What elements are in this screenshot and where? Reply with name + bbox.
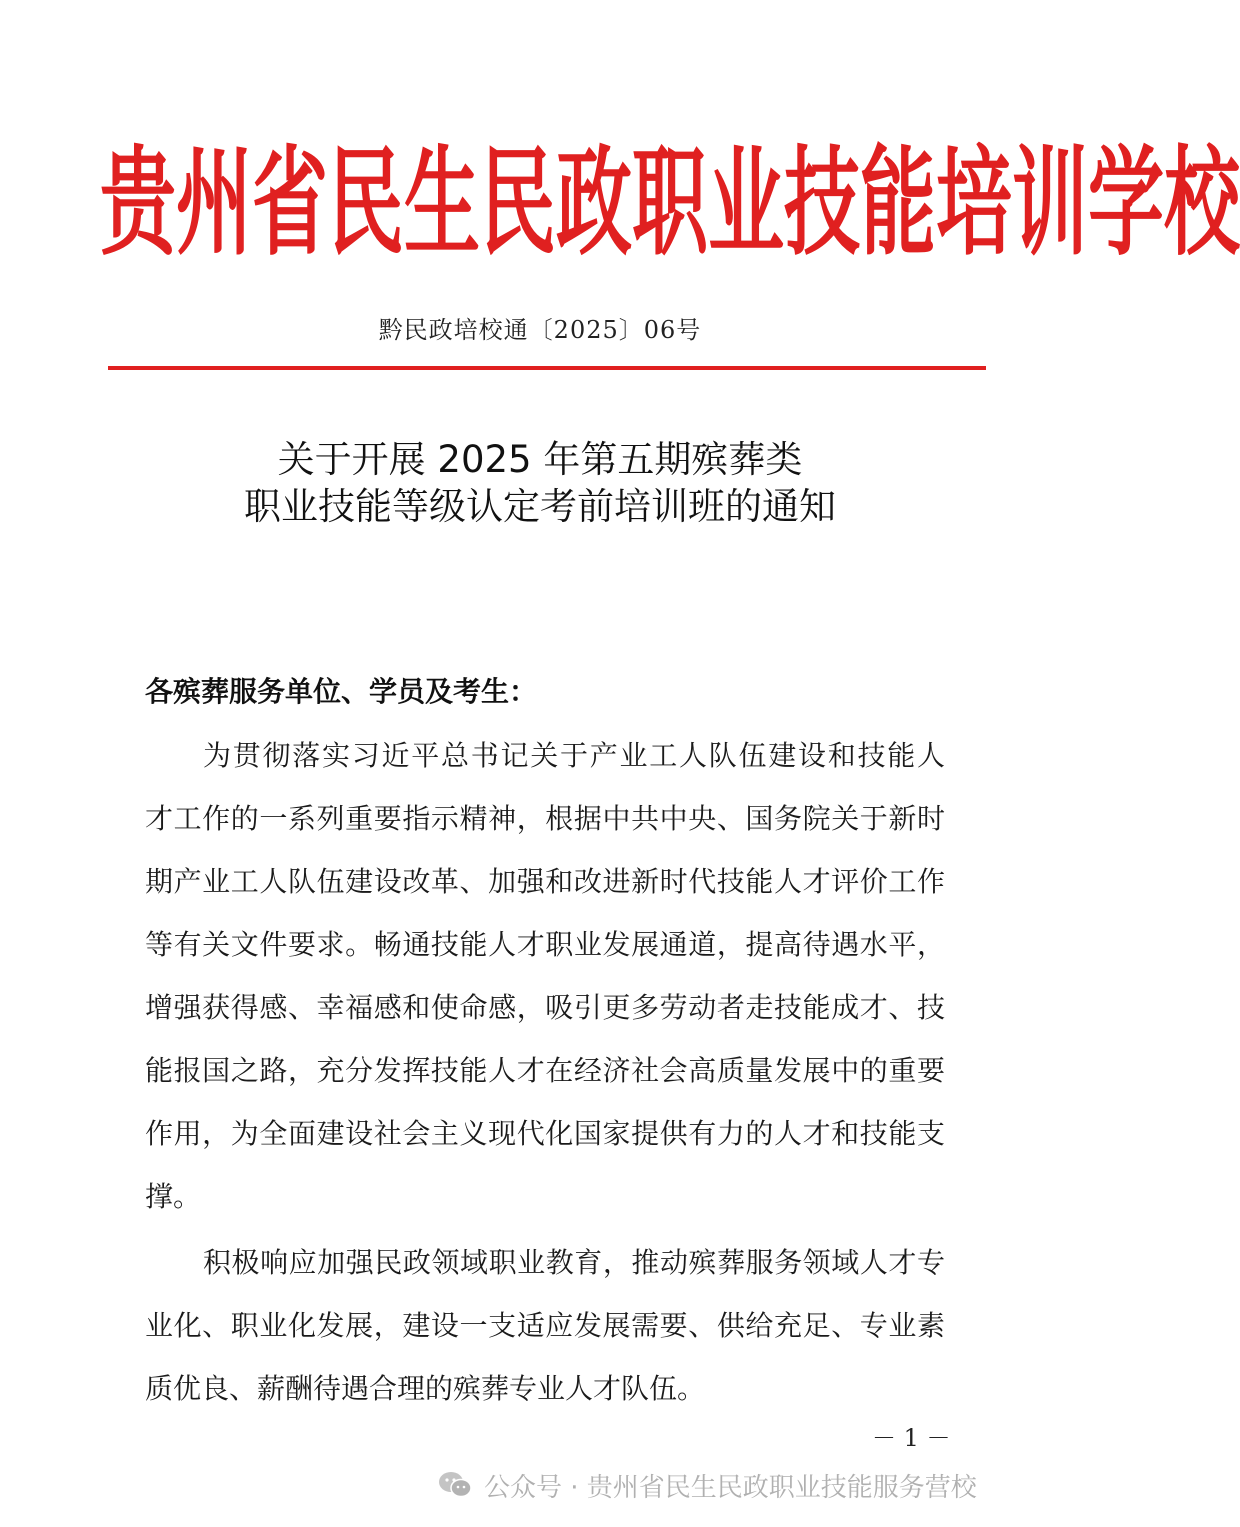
paragraph-line: 撑。	[145, 1180, 202, 1213]
paragraph-line: 等有关文件要求。畅通技能人才职业发展通道，提高待遇水平，	[145, 928, 945, 961]
document-number: 黔民政培校通〔2025〕06号	[378, 316, 702, 344]
org-header-title: 贵州省民生民政职业技能培训学校	[100, 133, 1240, 272]
body-paragraph-2	[145, 1231, 945, 1420]
notice-title	[0, 436, 1080, 530]
paragraph-line: 为贯彻落实习近平总书记关于产业工人队伍建设和技能人	[203, 739, 945, 772]
paragraph-line: 能报国之路，充分发挥技能人才在经济社会高质量发展中的重要	[145, 1054, 945, 1087]
watermark-text: 公众号 · 贵州省民生民政职业技能服务营校	[484, 1472, 977, 1503]
paragraph-line: 期产业工人队伍建设改革、加强和改进新时代技能人才评价工作	[145, 865, 945, 898]
paragraph-line: 作用，为全面建设社会主义现代化国家提供有力的人才和技能支	[145, 1117, 945, 1150]
paragraph-line: 积极响应加强民政领域职业教育，推动殡葬服务领域人才专	[203, 1246, 945, 1279]
wechat-watermark	[438, 1463, 977, 1507]
paragraph-line: 业化、职业化发展，建设一支适应发展需要、供给充足、专业素	[145, 1309, 945, 1342]
salutation: 各殡葬服务单位、学员及考生：	[145, 675, 538, 708]
page-number: － 1 －	[872, 1424, 951, 1452]
red-divider-line	[108, 366, 986, 370]
paragraph-line: 质优良、薪酬待遇合理的殡葬专业人才队伍。	[145, 1372, 706, 1405]
body-paragraph-1	[145, 724, 945, 1228]
wechat-icon	[438, 1471, 472, 1499]
notice-title-line-1: 关于开展 2025 年第五期殡葬类	[277, 438, 803, 481]
notice-title-line-2: 职业技能等级认定考前培训班的通知	[244, 485, 836, 528]
paragraph-line: 增强获得感、幸福感和使命感，吸引更多劳动者走技能成才、技	[145, 991, 945, 1024]
paragraph-line: 才工作的一系列重要指示精神，根据中共中央、国务院关于新时	[145, 802, 945, 835]
